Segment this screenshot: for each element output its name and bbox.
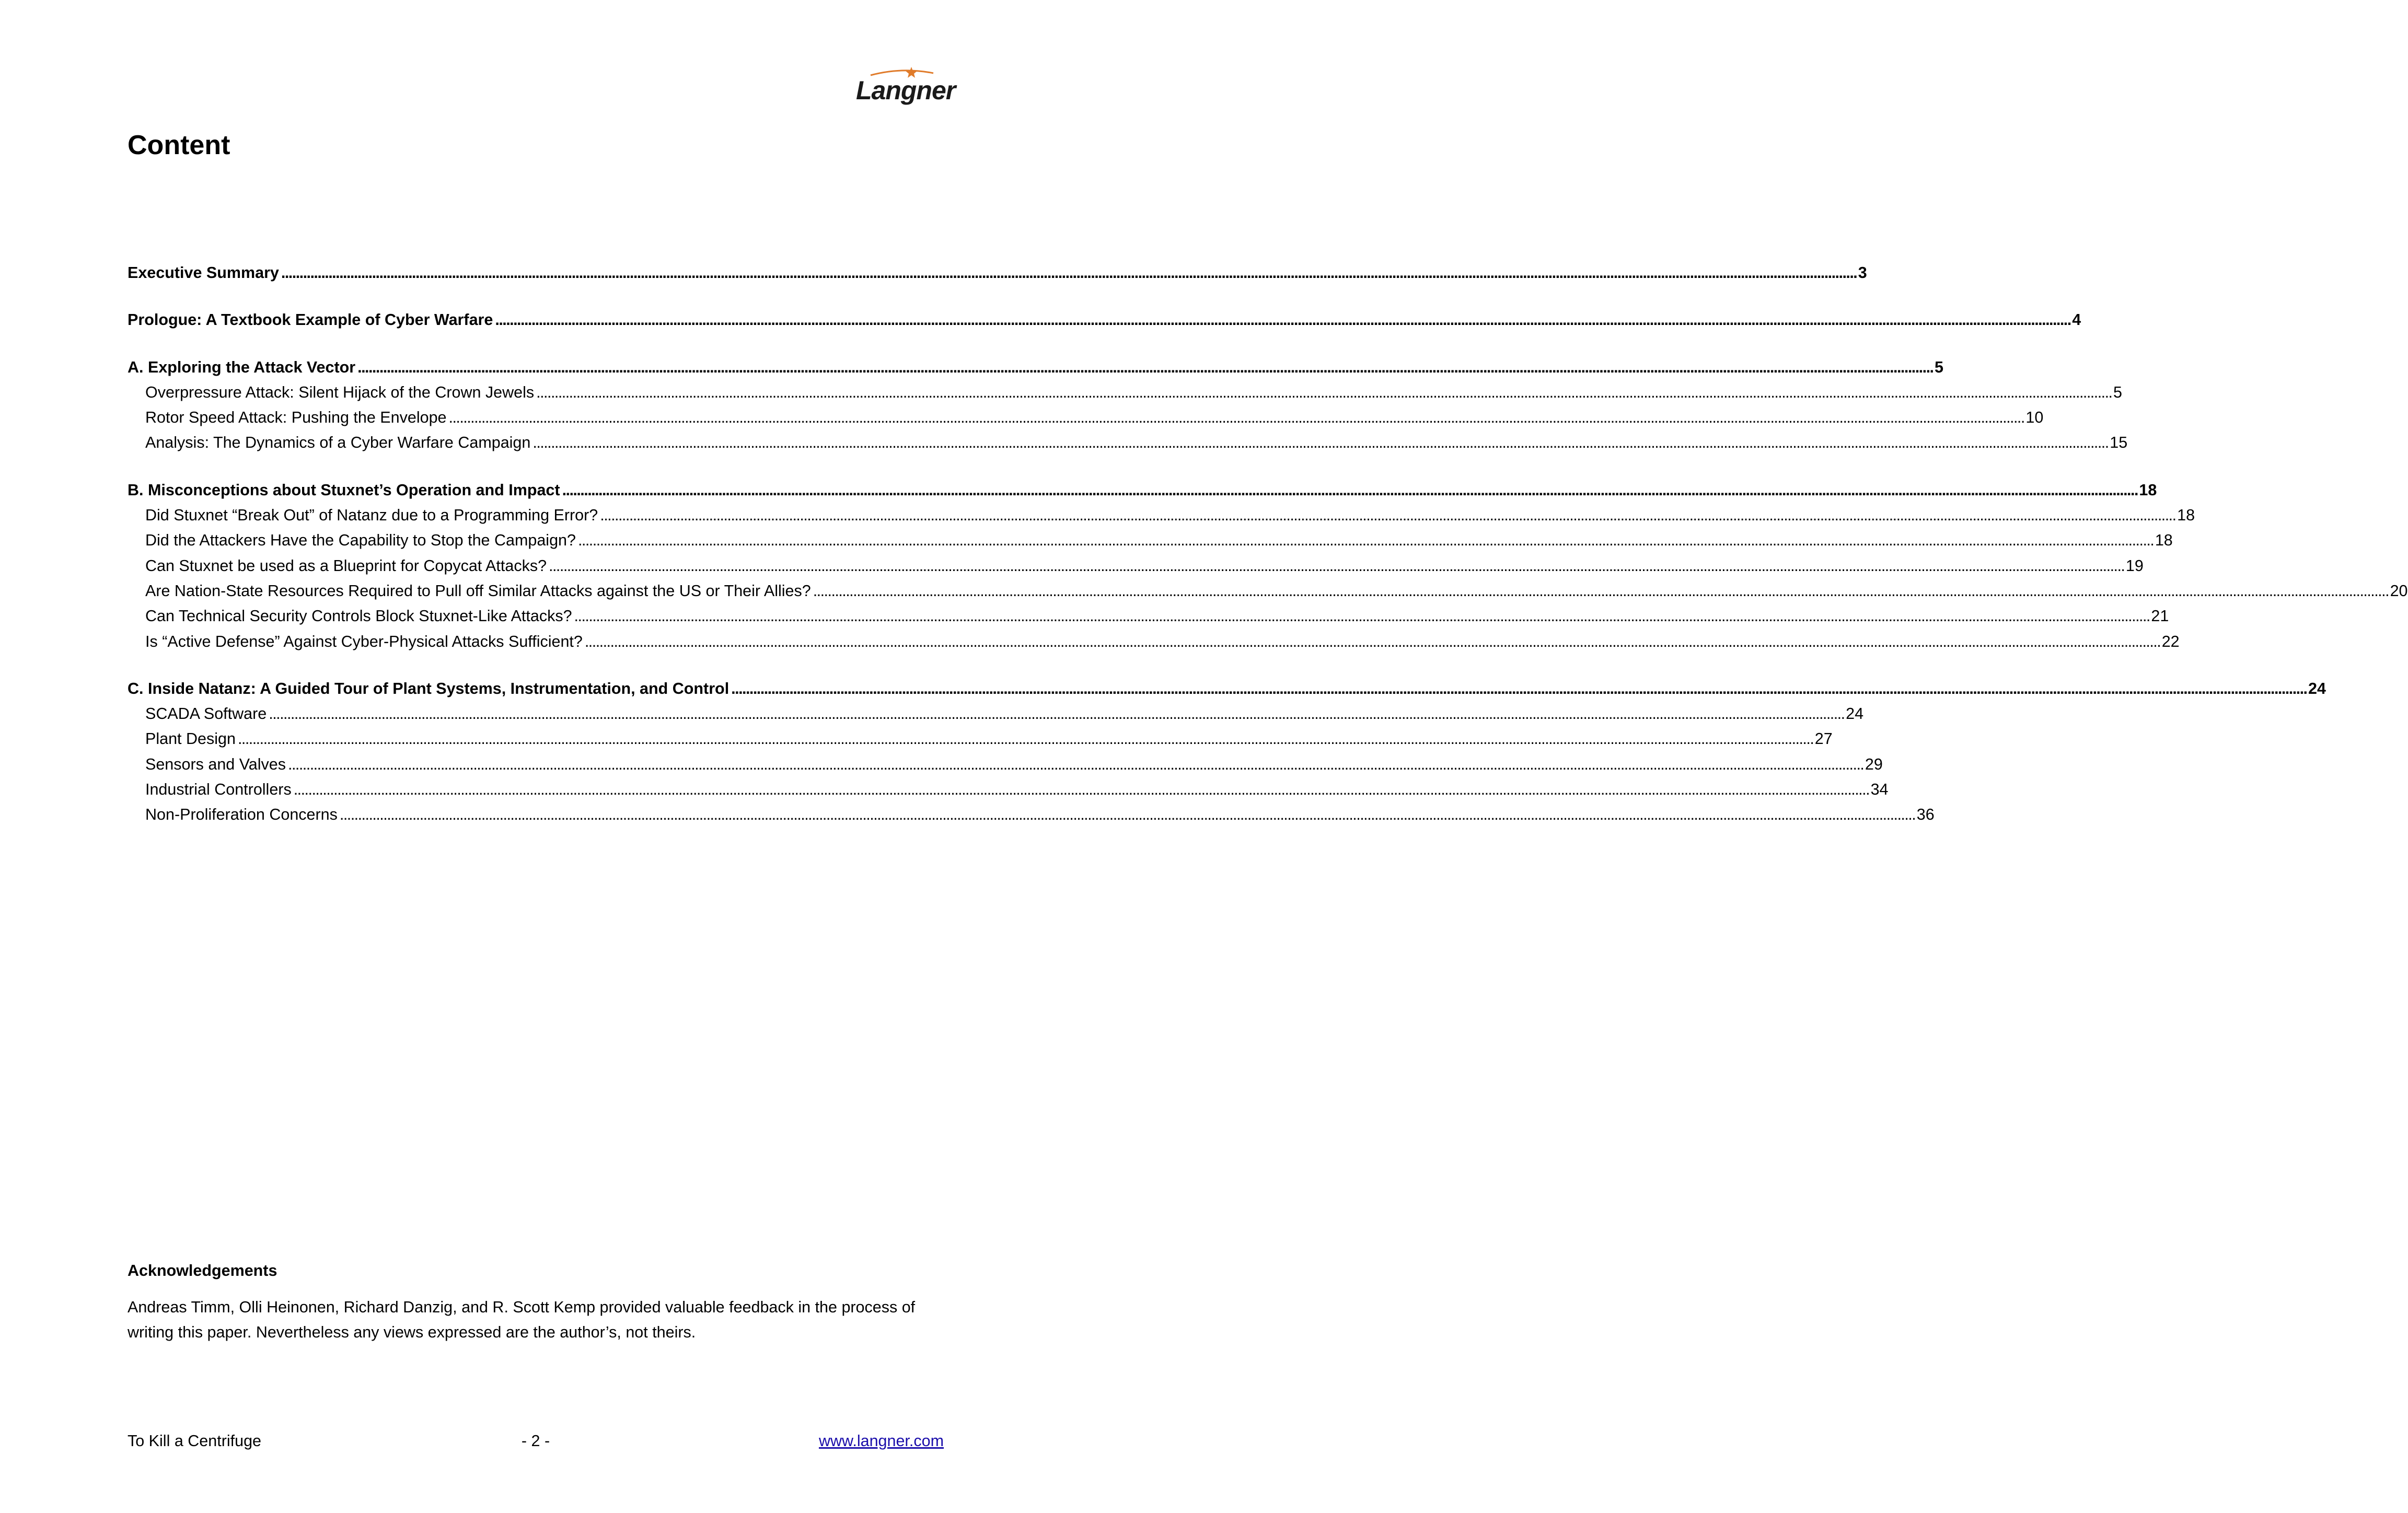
toc-dot-leader [536,380,2110,405]
toc-group [128,260,1867,285]
toc-dot-leader [574,603,2148,629]
toc-dot-leader [549,553,2123,578]
toc-subsection-entry[interactable] [128,701,1864,726]
toc-entry-label: Sensors and Valves [145,755,286,773]
toc-entry-page-number: 5 [2113,383,2122,401]
toc-dot-leader [562,478,2136,503]
toc-dot-leader [495,307,2069,332]
toc-group [128,355,2128,456]
toc-dot-leader [238,726,1812,751]
toc-group [128,478,2408,654]
toc-section-entry[interactable] [128,355,1943,380]
toc-dot-leader [585,629,2159,654]
acknowledgements-text: Andreas Timm, Olli Heinonen, Richard Danzig, and R. Scott Kemp provided valuable feedback in the process of writing this paper. Nevertheless any views expressed are the author’s, not theirs. [128,1298,916,1341]
svg-text:Langner: Langner [856,76,956,105]
toc-subsection-entry[interactable] [128,578,2408,603]
toc-entry-page-number: 5 [1935,358,1943,376]
toc-entry-label: Can Technical Security Controls Block Stuxnet-Like Attacks? [145,607,572,625]
toc-entry-label: Rotor Speed Attack: Pushing the Envelope [145,409,447,427]
toc-entry-page-number: 20 [2390,581,2408,600]
toc-group [128,307,2081,332]
toc-subsection-entry[interactable] [128,777,1889,802]
toc-entry-page-number: 4 [2072,311,2081,329]
toc-subsection-entry[interactable] [128,629,2180,654]
toc-entry-label: Executive Summary [128,264,279,282]
toc-subsection-entry[interactable] [128,603,2169,629]
toc-entry-page-number: 18 [2139,481,2157,499]
toc-entry-page-number: 19 [2125,556,2144,575]
toc-entry-label: Did the Attackers Have the Capability to Stop the Campaign? [145,531,576,550]
toc-entry-label: Can Stuxnet be used as a Blueprint for Copycat Attacks? [145,556,547,575]
toc-subsection-entry[interactable] [128,752,1883,777]
toc-dot-leader [578,528,2152,553]
table-of-contents [128,260,2408,849]
toc-entry-page-number: 24 [1846,705,1864,723]
toc-subsection-entry[interactable] [128,503,2195,528]
toc-subsection-entry[interactable] [128,528,2173,553]
toc-subsection-entry[interactable] [128,726,1833,751]
toc-entry-page-number: 27 [1814,730,1833,748]
langner-logo [855,66,956,105]
toc-section-entry[interactable] [128,676,2326,701]
acknowledgements-heading: Acknowledgements [128,1262,277,1279]
toc-entry-label: Analysis: The Dynamics of a Cyber Warfare Campaign [145,434,531,452]
toc-section-entry[interactable] [128,307,2081,332]
toc-section-entry[interactable] [128,478,2157,503]
toc-dot-leader [357,355,1931,380]
footer-page-number: - 2 - [521,1432,550,1450]
toc-subsection-entry[interactable] [128,553,2144,578]
toc-entry-page-number: 15 [2110,434,2128,452]
footer-website-link[interactable]: www.langner.com [818,1432,944,1450]
toc-entry-page-number: 18 [2155,531,2173,550]
toc-entry-label: Industrial Controllers [145,781,292,799]
toc-entry-page-number: 21 [2151,607,2169,625]
toc-entry-page-number: 3 [1858,264,1867,282]
toc-dot-leader [449,405,2023,430]
toc-entry-label: Prologue: A Textbook Example of Cyber Warfare [128,311,493,329]
toc-dot-leader [288,752,1862,777]
langner-logo-mark [855,66,956,105]
toc-dot-leader [269,701,1843,726]
toc-section-entry[interactable] [128,260,1867,285]
toc-entry-page-number: 34 [1870,781,1889,799]
toc-subsection-entry[interactable] [128,802,1935,827]
toc-dot-leader [731,676,2305,701]
toc-entry-label: Are Nation-State Resources Required to Pull off Similar Attacks against the US or Their Allies? [145,581,811,600]
toc-entry-label: Overpressure Attack: Silent Hijack of the Crown Jewels [145,383,535,401]
toc-entry-label: Plant Design [145,730,236,748]
footer-document-title: To Kill a Centrifuge [128,1432,261,1450]
toc-dot-leader [340,802,1914,827]
toc-subsection-entry[interactable] [128,430,2128,455]
page-title: Content [128,130,230,160]
toc-entry-label: Did Stuxnet “Break Out” of Natanz due to a Programming Error? [145,506,598,525]
toc-entry-page-number: 36 [1916,806,1935,824]
toc-entry-label: B. Misconceptions about Stuxnet’s Operation and Impact [128,481,560,499]
toc-entry-label: C. Inside Natanz: A Guided Tour of Plant Systems, Instrumentation, and Control [128,679,730,697]
toc-subsection-entry[interactable] [128,380,2122,405]
toc-entry-label: Non-Proliferation Concerns [145,806,338,824]
toc-subsection-entry[interactable] [128,405,2044,430]
toc-entry-label: A. Exploring the Attack Vector [128,358,356,376]
toc-entry-label: Is “Active Defense” Against Cyber-Physical Attacks Sufficient? [145,632,583,650]
toc-entry-page-number: 10 [2025,409,2044,427]
toc-entry-label: SCADA Software [145,705,267,723]
toc-entry-page-number: 24 [2308,679,2326,697]
toc-group [128,676,2326,828]
page-footer [128,1428,944,1453]
toc-entry-page-number: 22 [2161,632,2180,650]
toc-dot-leader [600,503,2174,528]
toc-entry-page-number: 29 [1865,755,1883,773]
toc-dot-leader [294,777,1868,802]
toc-dot-leader [813,578,2387,603]
toc-dot-leader [281,260,1855,285]
toc-dot-leader [532,430,2106,455]
toc-entry-page-number: 18 [2177,506,2195,525]
